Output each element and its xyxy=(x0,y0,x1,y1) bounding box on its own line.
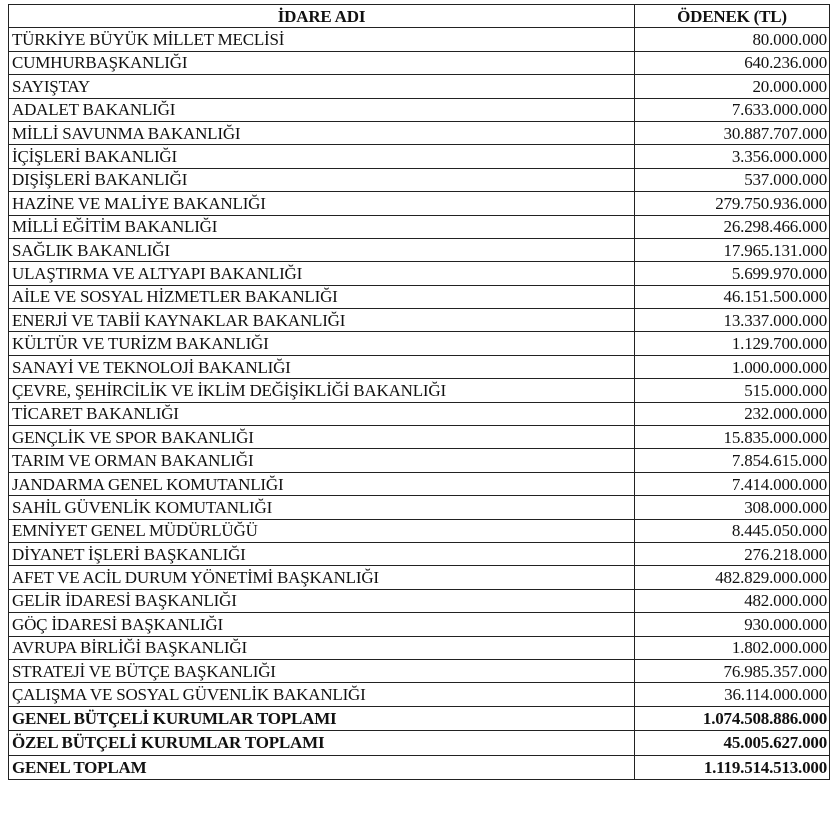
institution-name: İÇİŞLERİ BAKANLIĞI xyxy=(9,145,635,168)
table-row xyxy=(9,589,830,612)
institution-name: AİLE VE SOSYAL HİZMETLER BAKANLIĞI xyxy=(9,285,635,308)
institution-name: AVRUPA BİRLİĞİ BAŞKANLIĞI xyxy=(9,636,635,659)
total-row xyxy=(9,755,830,780)
allocation-amount: 537.000.000 xyxy=(635,168,830,191)
table-row xyxy=(9,285,830,308)
allocation-amount: 515.000.000 xyxy=(635,379,830,402)
total-row xyxy=(9,706,830,731)
institution-name: STRATEJİ VE BÜTÇE BAŞKANLIĞI xyxy=(9,659,635,682)
allocation-amount: 279.750.936.000 xyxy=(635,192,830,215)
allocation-amount: 7.633.000.000 xyxy=(635,98,830,121)
table-row xyxy=(9,566,830,589)
table-row xyxy=(9,75,830,98)
allocation-amount: 308.000.000 xyxy=(635,496,830,519)
institution-name: TİCARET BAKANLIĞI xyxy=(9,402,635,425)
allocation-amount: 8.445.050.000 xyxy=(635,519,830,542)
institution-name: ÇEVRE, ŞEHİRCİLİK VE İKLİM DEĞİŞİKLİĞİ BAKANLIĞI xyxy=(9,379,635,402)
table-row xyxy=(9,51,830,74)
institution-name: SAHİL GÜVENLİK KOMUTANLIĞI xyxy=(9,496,635,519)
total-label: GENEL BÜTÇELİ KURUMLAR TOPLAMI xyxy=(9,706,635,731)
cut-off-footer-text xyxy=(700,826,820,831)
allocation-amount: 7.414.000.000 xyxy=(635,472,830,495)
allocation-amount: 3.356.000.000 xyxy=(635,145,830,168)
allocation-amount: 30.887.707.000 xyxy=(635,121,830,144)
table-row xyxy=(9,215,830,238)
institution-name: EMNİYET GENEL MÜDÜRLÜĞÜ xyxy=(9,519,635,542)
table-row xyxy=(9,262,830,285)
institution-name: TARIM VE ORMAN BAKANLIĞI xyxy=(9,449,635,472)
institution-name: KÜLTÜR VE TURİZM BAKANLIĞI xyxy=(9,332,635,355)
allocation-amount: 7.854.615.000 xyxy=(635,449,830,472)
allocation-amount: 1.129.700.000 xyxy=(635,332,830,355)
total-amount: 1.119.514.513.000 xyxy=(635,755,830,780)
allocation-amount: 640.236.000 xyxy=(635,51,830,74)
table-row xyxy=(9,192,830,215)
table-row xyxy=(9,332,830,355)
table-body xyxy=(9,28,830,780)
allocation-amount: 276.218.000 xyxy=(635,542,830,565)
allocation-amount: 76.985.357.000 xyxy=(635,659,830,682)
institution-name: MİLLİ EĞİTİM BAKANLIĞI xyxy=(9,215,635,238)
table-header-row xyxy=(9,5,830,28)
table-row xyxy=(9,379,830,402)
table-row xyxy=(9,636,830,659)
table-row xyxy=(9,145,830,168)
institution-name: MİLLİ SAVUNMA BAKANLIĞI xyxy=(9,121,635,144)
table-row xyxy=(9,355,830,378)
institution-name: ENERJİ VE TABİİ KAYNAKLAR BAKANLIĞI xyxy=(9,309,635,332)
table-row xyxy=(9,28,830,51)
total-amount: 1.074.508.886.000 xyxy=(635,706,830,731)
table-row xyxy=(9,309,830,332)
allocation-amount: 17.965.131.000 xyxy=(635,238,830,261)
allocation-amount: 482.000.000 xyxy=(635,589,830,612)
table-row xyxy=(9,472,830,495)
table-row xyxy=(9,121,830,144)
institution-name: SAYIŞTAY xyxy=(9,75,635,98)
allocation-amount: 232.000.000 xyxy=(635,402,830,425)
header-institution-name: İDARE ADI xyxy=(9,5,635,28)
total-label: ÖZEL BÜTÇELİ KURUMLAR TOPLAMI xyxy=(9,731,635,756)
allocation-amount: 15.835.000.000 xyxy=(635,426,830,449)
table-row xyxy=(9,683,830,706)
total-amount: 45.005.627.000 xyxy=(635,731,830,756)
institution-name: DIŞİŞLERİ BAKANLIĞI xyxy=(9,168,635,191)
institution-name: GELİR İDARESİ BAŞKANLIĞI xyxy=(9,589,635,612)
institution-name: AFET VE ACİL DURUM YÖNETİMİ BAŞKANLIĞI xyxy=(9,566,635,589)
header-allocation-amount: ÖDENEK (TL) xyxy=(635,5,830,28)
budget-allocation-table xyxy=(8,4,830,780)
table-row xyxy=(9,519,830,542)
allocation-amount: 36.114.000.000 xyxy=(635,683,830,706)
allocation-amount: 13.337.000.000 xyxy=(635,309,830,332)
institution-name: DİYANET İŞLERİ BAŞKANLIĞI xyxy=(9,542,635,565)
institution-name: HAZİNE VE MALİYE BAKANLIĞI xyxy=(9,192,635,215)
institution-name: ÇALIŞMA VE SOSYAL GÜVENLİK BAKANLIĞI xyxy=(9,683,635,706)
allocation-amount: 5.699.970.000 xyxy=(635,262,830,285)
table-row xyxy=(9,449,830,472)
institution-name: ADALET BAKANLIĞI xyxy=(9,98,635,121)
institution-name: SAĞLIK BAKANLIĞI xyxy=(9,238,635,261)
table-row xyxy=(9,168,830,191)
allocation-amount: 26.298.466.000 xyxy=(635,215,830,238)
total-row xyxy=(9,731,830,756)
allocation-amount: 482.829.000.000 xyxy=(635,566,830,589)
allocation-amount: 46.151.500.000 xyxy=(635,285,830,308)
allocation-amount: 1.802.000.000 xyxy=(635,636,830,659)
table-row xyxy=(9,98,830,121)
allocation-amount: 80.000.000 xyxy=(635,28,830,51)
table-row xyxy=(9,613,830,636)
table-row xyxy=(9,496,830,519)
allocation-amount: 20.000.000 xyxy=(635,75,830,98)
table-row xyxy=(9,238,830,261)
table-row xyxy=(9,426,830,449)
institution-name: JANDARMA GENEL KOMUTANLIĞI xyxy=(9,472,635,495)
institution-name: ULAŞTIRMA VE ALTYAPI BAKANLIĞI xyxy=(9,262,635,285)
institution-name: SANAYİ VE TEKNOLOJİ BAKANLIĞI xyxy=(9,355,635,378)
allocation-amount: 930.000.000 xyxy=(635,613,830,636)
institution-name: GÖÇ İDARESİ BAŞKANLIĞI xyxy=(9,613,635,636)
institution-name: TÜRKİYE BÜYÜK MİLLET MECLİSİ xyxy=(9,28,635,51)
table-row xyxy=(9,659,830,682)
allocation-amount: 1.000.000.000 xyxy=(635,355,830,378)
institution-name: GENÇLİK VE SPOR BAKANLIĞI xyxy=(9,426,635,449)
table-row xyxy=(9,542,830,565)
table-row xyxy=(9,402,830,425)
institution-name: CUMHURBAŞKANLIĞI xyxy=(9,51,635,74)
total-label: GENEL TOPLAM xyxy=(9,755,635,780)
